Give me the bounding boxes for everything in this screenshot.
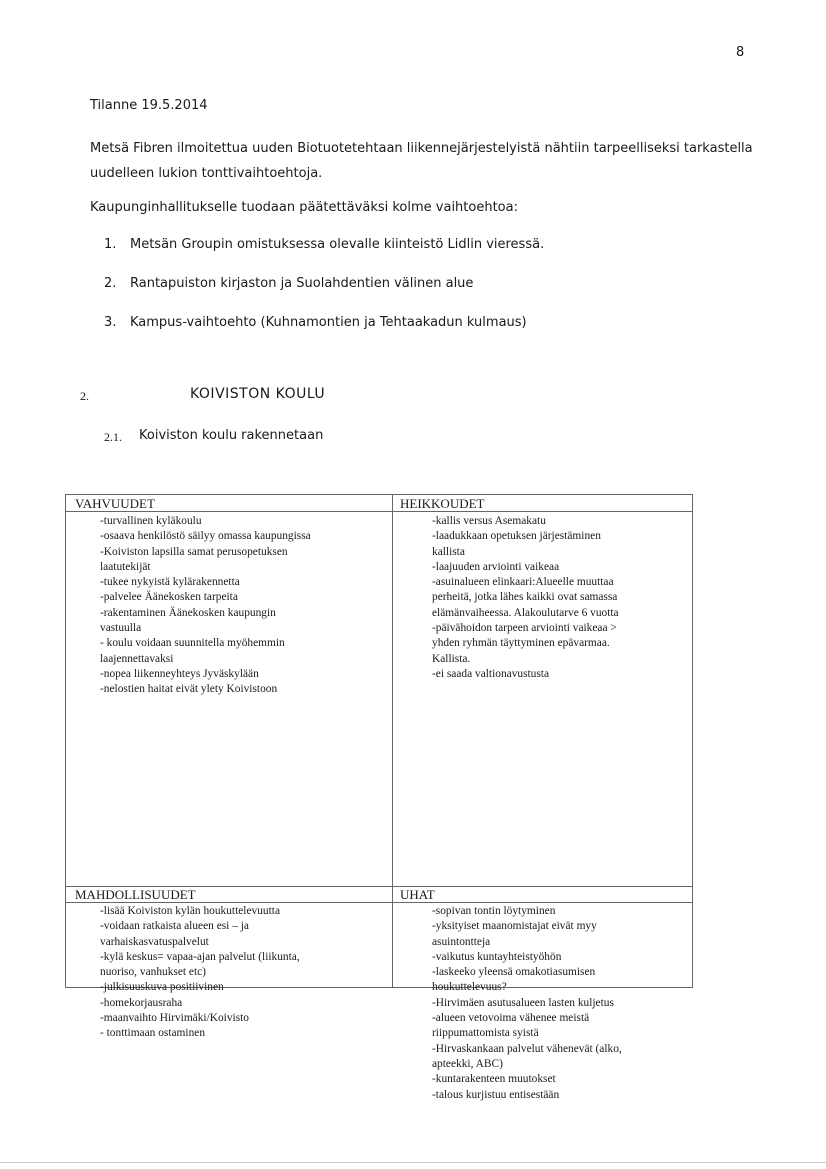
- weaknesses-heading: HEIKKOUDET: [400, 496, 485, 511]
- list-item: -kuntarakenteen muutokset: [432, 1073, 556, 1086]
- list-item: perheitä, jotka lähes kaikki ovat samassa: [432, 591, 618, 604]
- strengths-list: [100, 514, 390, 698]
- list-item: -laskeeko yleensä omakotiasumisen: [432, 966, 596, 979]
- list-item: laajennettavaksi: [100, 652, 174, 665]
- list-item: -turvallinen kyläkoulu: [100, 515, 202, 527]
- list-item: -kylä keskus= vapaa-ajan palvelut (liikunta,: [100, 950, 300, 963]
- list-item: -laadukkaan opetuksen järjestäminen: [432, 530, 601, 543]
- list-item: -Hirvimäen asutusalueen lasten kuljetus: [432, 996, 614, 1009]
- header-divider: [66, 511, 692, 512]
- list-item: -yksityiset maanomistajat eivät myy: [432, 920, 597, 933]
- list-item: -ei saada valtionavustusta: [432, 667, 550, 680]
- option-number: 2.: [104, 276, 117, 291]
- option-item: [104, 315, 544, 354]
- list-item: - tonttimaan ostaminen: [100, 1027, 206, 1040]
- list-item: -Hirvaskankaan palvelut vähenevät (alko,: [432, 1042, 622, 1055]
- list-item: -julkisuuskuva positiivinen: [100, 981, 224, 994]
- subsection-title: Koiviston koulu rakennetaan: [139, 428, 324, 443]
- options-list: [104, 237, 544, 354]
- option-item: [104, 237, 544, 276]
- list-item: -maanvaihto Hirvimäki/Koivisto: [100, 1012, 250, 1025]
- list-item: -kallis versus Asemakatu: [432, 515, 546, 527]
- list-item: yhden ryhmän täyttyminen epävarmaa.: [432, 637, 610, 650]
- column-divider: [392, 495, 393, 987]
- list-item: -päivähoidon tarpeen arviointi vaikeaa >: [432, 622, 617, 635]
- list-item: varhaiskasvatuspalvelut: [100, 935, 209, 948]
- list-item: -homekorjausraha: [100, 996, 183, 1009]
- threats-list: [432, 904, 690, 1103]
- option-text: Metsän Groupin omistuksessa olevalle kiinteistö Lidlin vieressä.: [130, 237, 545, 252]
- list-item: apteekki, ABC): [432, 1057, 503, 1070]
- swot-table: [65, 494, 693, 1101]
- list-item: -talous kurjistuu entisestään: [432, 1088, 560, 1101]
- decision-paragraph: Kaupunginhallitukselle tuodaan päätettäväksi kolme vaihtoehtoa:: [90, 200, 518, 215]
- opportunities-list: [100, 904, 390, 1042]
- list-item: -lisää Koiviston kylän houkuttelevuutta: [100, 905, 281, 917]
- intro-paragraph: Metsä Fibren ilmoitettua uuden Biotuotetehtaan liikennejärjestelyistä nähtiin tarpeelliseksi tarkastella uudelleen lukion tonttivaihtoehtoja.: [90, 141, 753, 181]
- option-item: [104, 276, 544, 315]
- list-item: - koulu voidaan suunnitella myöhemmin: [100, 637, 285, 650]
- list-item: riippumattomista syistä: [432, 1027, 539, 1040]
- list-item: -osaava henkilöstö säilyy omassa kaupungissa: [100, 530, 311, 543]
- weaknesses-list: [432, 514, 690, 682]
- list-item: -nelostien haitat eivät ylety Koivistoon: [100, 683, 278, 696]
- list-item: nuoriso, vanhukset etc): [100, 966, 206, 979]
- list-item: -laajuuden arviointi vaikeaa: [432, 560, 560, 573]
- page-number: 8: [736, 45, 745, 60]
- option-number: 3.: [104, 315, 117, 330]
- list-item: asuintontteja: [432, 935, 491, 948]
- list-item: kallista: [432, 545, 465, 558]
- list-item: -asuinalueen elinkaari:Alueelle muuttaa: [432, 576, 614, 589]
- scan-edge-line: [0, 1162, 826, 1163]
- list-item: -Koiviston lapsilla samat perusopetuksen: [100, 545, 288, 558]
- option-text: Kampus-vaihtoehto (Kuhnamontien ja Tehtaakadun kulmaus): [130, 315, 527, 330]
- threats-heading: UHAT: [400, 887, 435, 902]
- list-item: -tukee nykyistä kylärakennetta: [100, 576, 240, 589]
- list-item: houkuttelevuus?: [432, 981, 507, 994]
- list-item: -rakentaminen Äänekosken kaupungin: [100, 606, 276, 619]
- list-item: -alueen vetovoima vähenee meistä: [432, 1012, 590, 1025]
- list-item: Kallista.: [432, 652, 471, 665]
- opportunities-heading: MAHDOLLISUUDET: [75, 887, 196, 902]
- list-item: -vaikutus kuntayhteistyöhön: [432, 950, 562, 963]
- list-item: -sopivan tontin löytyminen: [432, 905, 556, 917]
- section-number: 2.: [80, 389, 89, 403]
- option-number: 1.: [104, 237, 117, 252]
- header-divider: [66, 902, 692, 903]
- list-item: elämänvaiheessa. Alakoulutarve 6 vuotta: [432, 606, 619, 619]
- section-title: KOIVISTON KOULU: [190, 386, 326, 402]
- option-text: Rantapuiston kirjaston ja Suolahdentien välinen alue: [130, 276, 474, 291]
- list-item: laatutekijät: [100, 560, 151, 573]
- strengths-heading: VAHVUUDET: [75, 496, 155, 511]
- list-item: -voidaan ratkaista alueen esi – ja: [100, 920, 249, 933]
- status-date: Tilanne 19.5.2014: [90, 98, 208, 113]
- list-item: vastuulla: [100, 622, 142, 635]
- list-item: -nopea liikenneyhteys Jyväskylään: [100, 667, 259, 680]
- subsection-number: 2.1.: [104, 430, 122, 444]
- list-item: -palvelee Äänekosken tarpeita: [100, 591, 238, 604]
